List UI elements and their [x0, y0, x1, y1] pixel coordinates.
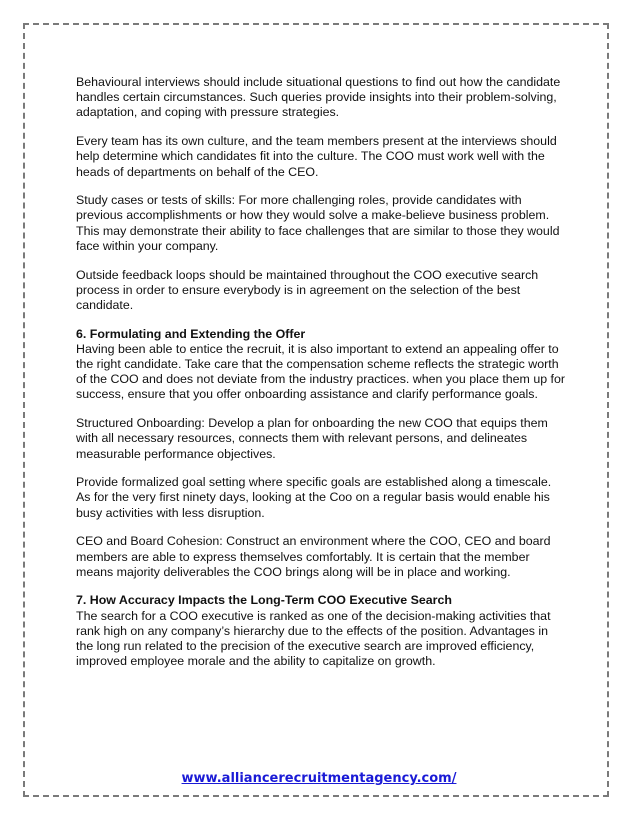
paragraph-study-cases: Study cases or tests of skills: For more challenging roles, provide candidates with previous accomplishments or how they would solve a make-believe business problem. This may demonstrate their ability to face challenges that are similar to those they would face within your company. — [76, 193, 560, 253]
section-7-heading: 7. How Accuracy Impacts the Long-Term COO Executive Search — [76, 593, 452, 608]
paragraph-structured-onboarding: Structured Onboarding: Develop a plan for onboarding the new COO that equips them with all necessary resources, connects them with relevant persons, and delineates measurable performance objectives. — [76, 416, 548, 461]
document-body — [76, 75, 568, 683]
section-7-intro: The search for a COO executive is ranked as one of the decision-making activities that rank high on any company’s hierarchy due to the effects of the position. Advantages in the long run related to the precision of the executive search are improved efficiency, improved employee morale and the ability to capitalize on growth. — [76, 608, 551, 669]
section-6-intro: Having been able to entice the recruit, it is also important to extend an appealing offer to the right candidate. Take care that the compensation scheme reflects the strategic worth of the COO and does not deviate from the industry practices. when you place them up for success, ensure that you offer onboarding assistance and clarify performance goals. — [76, 341, 566, 402]
footer-website-link[interactable]: www.alliancerecruitmentagency.com/ — [181, 771, 457, 786]
section-6-heading: 6. Formulating and Extending the Offer — [76, 326, 306, 341]
paragraph-board-cohesion: CEO and Board Cohesion: Construct an environment where the COO, CEO and board members are able to express themselves comfortably. It is certain that the member means majority deliverables the COO brings along will be in place and working. — [76, 534, 551, 579]
paragraph-goal-setting: Provide formalized goal setting where specific goals are established along a timescale. As for the very first ninety days, looking at the Coo on a regular basis would enable his busy activities with less disruption. — [76, 475, 552, 520]
paragraph-behavioural-interviews: Behavioural interviews should include situational questions to find out how the candidate handles certain circumstances. Such queries provide insights into their problem-solving, adaptation, and coping with pressure strategies. — [76, 75, 561, 120]
paragraph-feedback-loops: Outside feedback loops should be maintained throughout the COO executive search process in order to ensure everybody is in agreement on the selection of the best candidate. — [76, 267, 539, 312]
paragraph-team-culture: Every team has its own culture, and the team members present at the interviews should help determine which candidates fit into the culture. The COO must work well with the heads of departments on behalf of the CEO. — [76, 134, 557, 179]
